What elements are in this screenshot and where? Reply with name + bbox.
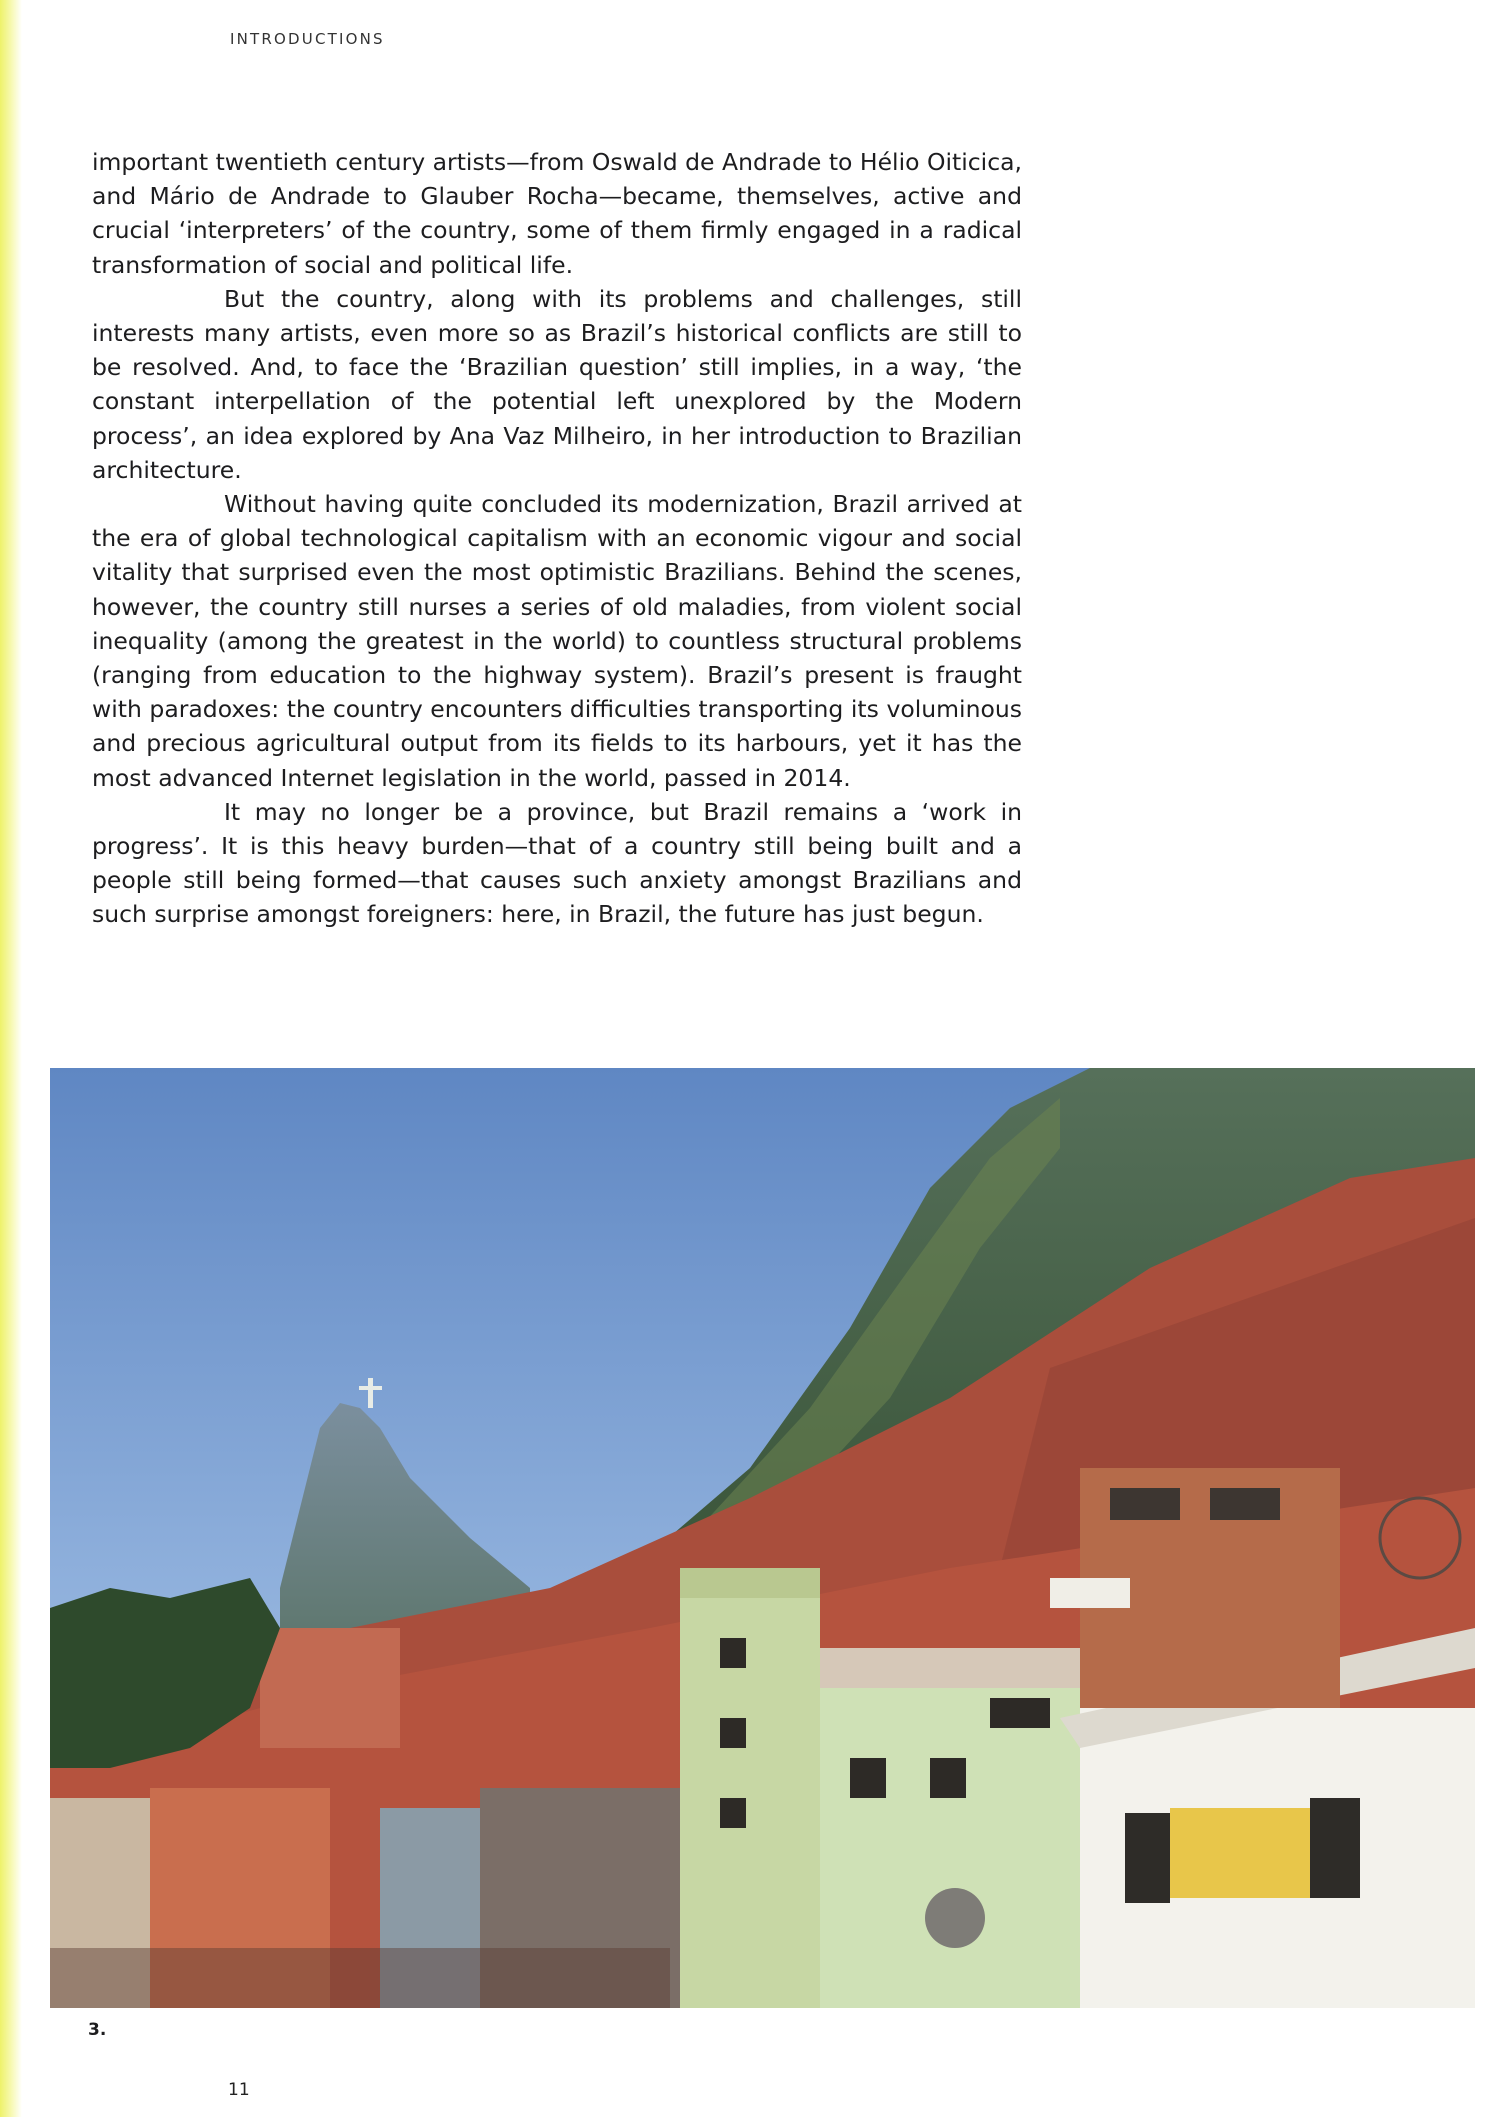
green-building	[680, 1568, 820, 2008]
paragraph-2: But the country, along with its problems and challenges, still interests many artists, even more so as Brazil’s historical conflicts are still to be resolved. And, to face the ‘Brazilian question’ still implies, in a way, ‘the constant interpellation of the potential left unexplored by the Modern process’, an idea explored by Ana Vaz Milheiro, in her introduction to Brazilian architecture.	[92, 284, 1022, 484]
christ-statue	[368, 1378, 373, 1408]
paragraph-1: important twentieth century artists—from Oswald de Andrade to Hélio Oiticica, and Mário de Andrade to Glauber Rocha—became, themselves, active and crucial ‘interpreters’ of the country, some of them firmly engaged in a radical transformation of social and political life.	[92, 148, 1022, 279]
page-number: 11	[228, 2080, 250, 2100]
yellow-wall-patch	[1170, 1808, 1310, 1898]
body-text	[92, 145, 1022, 932]
figure-number: 3.	[88, 2020, 107, 2040]
running-head: INTRODUCTIONS	[230, 30, 385, 48]
page-edge-highlight	[0, 0, 22, 2117]
paragraph-3: Without having quite concluded its modernization, Brazil arrived at the era of global technological capitalism with an economic vigour and social vitality that surprised even the most optimistic Brazilians. Behind the scenes, however, the country still nurses a series of old maladies, from violent social inequality (among the greatest in the world) to countless structural problems (ranging from education to the highway system). Brazil’s present is fraught with paradoxes: the country encounters difficulties transporting its voluminous and precious agricultural output from its fields to its harbours, yet it has the most advanced Internet legislation in the world, passed in 2014.	[92, 490, 1022, 792]
favela-photo	[50, 1068, 1475, 2008]
paragraph-4: It may no longer be a province, but Brazil remains a ‘work in progress’. It is this heavy burden—that of a country still being built and a people still being formed—that causes such anxiety amongst Brazilians and such surprise amongst foreigners: here, in Brazil, the future has just begun.	[92, 797, 1022, 929]
